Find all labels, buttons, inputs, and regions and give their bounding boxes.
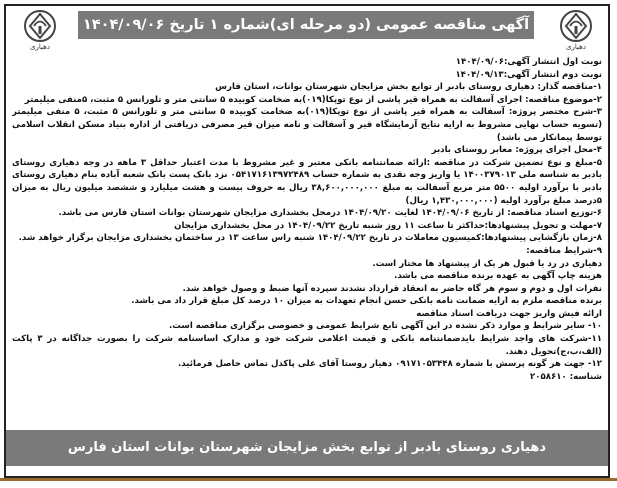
clause-project-location: ۴-محل اجرای پروژه: معابر روستای بادبر: [431, 145, 602, 156]
logo-caption: دهیاری: [30, 43, 50, 51]
clause-qualified-companies: ۱۱-شرکت های واجد شرایط بایدضمانتنامه بانکی و قیمت اعلامی شرکت خود و مدارک اساسنامه شرکت را بصورت جداگانه در ۳ پاکت (الف،ب،ج)تحویل دهند.: [12, 334, 602, 357]
bottom-strip: [0, 478, 617, 488]
logo-right: [550, 9, 602, 53]
notice-footer: دهیاری روستای بادبر از توابع بخش مزایجان شهرستان بوانات استان فارس: [6, 430, 608, 466]
clause-document-distribution: ۶-توزیع اسناد مناقصه: از تاریخ ۱۴۰۴/۰۹/۰۶ لغایت ۱۴۰۴/۰۹/۲۰ درمحل بخشداری مزایجان شهرستان بوانات استان فارس می باشد.: [58, 208, 602, 219]
publish-date-second: نوبت دوم انتشار آگهی:۱۴۰۴/۰۹/۱۳: [455, 69, 602, 80]
clause-submission-deadline: ۷-مهلت و تحویل پیشنهادها:حداکثر تا ساعت ۱۱ روز شنبه تاریخ ۱۴۰۴/۰۹/۲۲ در محل بخشداری مزایجان: [174, 220, 602, 231]
clause-subject: ۲-موضوع مناقصه: اجرای آسفالت به همراه قیر پاشی از نوع توپکا(۰۱۹)به ضخامت کوبیده ۵ سانتی متر و تلورانس ۵ مثبت، ۵منفی میلیمتر: [24, 94, 602, 105]
logo-caption: دهیاری: [566, 43, 586, 51]
clause-guarantee: ۵-مبلغ و نوع تضمین شرکت در مناقصه :ارائه ضمانتنامه بانکی معتبر و غیر مشروط با مدت اعتبار حداقل ۳ ماهه در وجه دهیاری روستای بادبر به شناسه ملی ۱۴۰۰۳۷۹۰۱۳ یا واریز وجه نقدی به شماره حساب ۰۵۴۱۷۱۶۱۳۹۷۲۴۸۹ نزد بانک پست بانک شعبه آباده بنام دهیاری روستای بادبر با برآورد اولیه ۵۵۰۰ متر مربع آسفالت به مبلغ ۳۸,۶۰۰,۰۰۰,۰۰۰ ریال به حروف بیست و هشت میلیارد و ششصد میلیون ریال به میزان ۵درصد مبلغ برآورد اولیه (۱,۴۳۰,۰۰۰,۰۰۰ ریال): [12, 157, 602, 206]
clause-tenderer: ۱-مناقصه گذار: دهیاری روستای بادبر از توابع بخش مزایجان شهرستان بوانات، استان فارس: [215, 82, 602, 93]
publish-date-first: نوبت اول انتشار آگهی:۱۴۰۴/۰۹/۰۶: [455, 57, 602, 67]
notice-header: [6, 6, 608, 54]
condition-line: ارائه فیش واریز جهت دریافت اسناد مناقصه: [416, 308, 602, 319]
clause-contact: ۱۲- جهت هر گونه پرسش با شماره ۰۹۱۷۱۰۵۳۴۴۸ دهیار روستا آقای علی پاکدل تماس حاصل فرمائید.: [178, 359, 602, 370]
clause-opening-time: ۸-زمان بازگشایی پیشنهادها:کمیسیون معاملات در تاریخ ۱۴۰۴/۰۹/۲۲ شنبه راس ساعت ۱۳ در ساختمان بخشداری مزایجان برگزار خواهد شد.: [18, 233, 602, 244]
dehyari-emblem-icon: [23, 9, 57, 43]
clause-other-conditions: ۱۰- سایر شرایط و موارد ذکر نشده در این آگهی تابع شرایط عمومی و خصوصی برگزاری مناقصه است.: [169, 321, 602, 332]
condition-line: برنده مناقصه ملزم به ارایه ضمانت نامه بانکی حسن انجام تعهدات به میزان ۱۰ درصد کل مبلغ قرار داد می باشد.: [131, 296, 602, 307]
clause-project-description: ۳-شرح مختصر پروژه: آسفالت به همراه قیر پاشی از نوع توپکا(۰۱۹)به ضخامت کوبیده ۵ سانتی متر و تلورانس ۵ مثبت، ۵ منفی میلیمتر (تسویه حساب نهایی مشروط به ارایه نتایج آزمایشگاه قیر و آسفالت و نامه میزان قیر مصرفی دریافتی از اداره بنیاد مسکن انقلاب اسلامی توسط پیمانکار می باشد): [12, 107, 602, 143]
dehyari-emblem-icon: [559, 9, 593, 43]
condition-line: هزینه چاپ آگهی به عهده برنده مناقصه می باشد.: [394, 271, 602, 282]
notice-id: شناسه: ۲۰۵۸۶۱۰: [530, 371, 602, 382]
condition-line: نفرات اول و دوم و سوم هر گاه حاضر به انعقاد قرارداد نشدند سپرده آنها ضبط و وصول خواهد شد.: [182, 283, 602, 294]
logo-left: [14, 9, 66, 53]
notice-frame: [4, 4, 610, 478]
condition-line: دهیاری در رد یا قبول هر یک از پیشنهاد ها مختار است.: [372, 258, 602, 269]
notice-title: آگهی مناقصه عمومی (دو مرحله ای)شماره ۱ تاریخ ۱۴۰۴/۰۹/۰۶: [78, 11, 534, 39]
clause-conditions-heading: ۹-شرایط مناقصه:: [526, 245, 602, 256]
notice-body: [12, 56, 602, 428]
